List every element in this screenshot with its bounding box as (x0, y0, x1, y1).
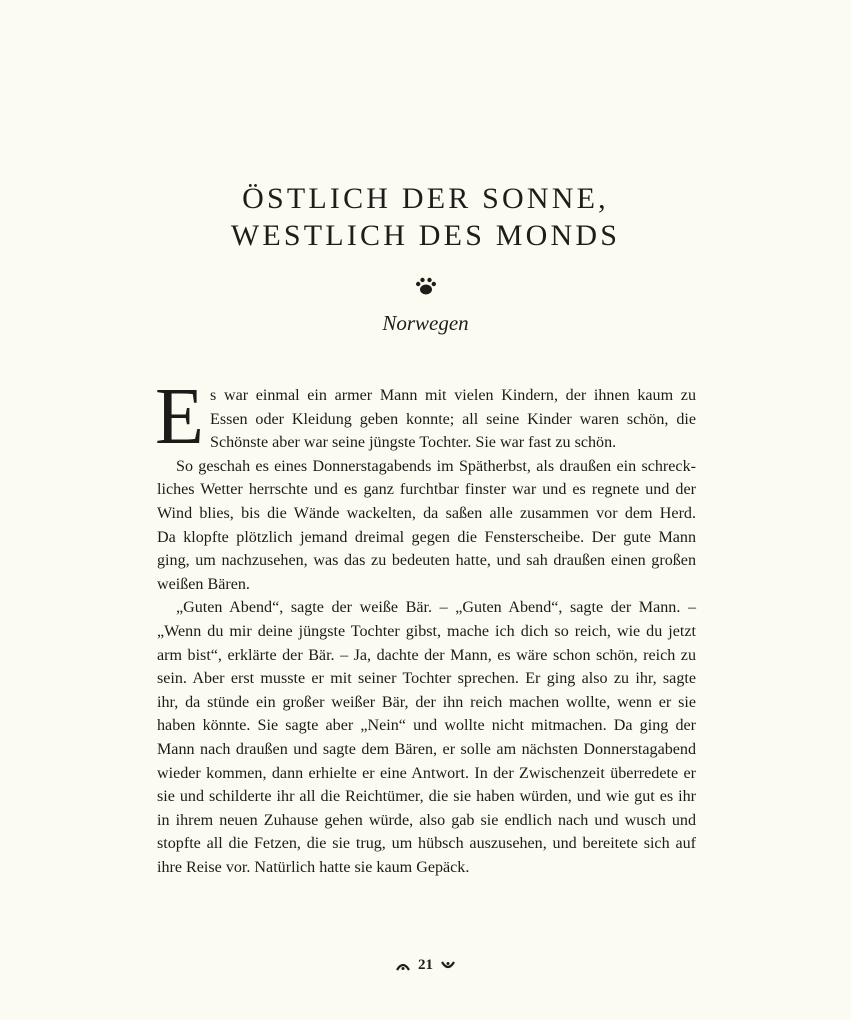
chapter-title-line-2: WESTLICH DES MONDS (230, 219, 621, 252)
text-line: Essen oder Kleidung geben konnte; all seine Kinder waren schön, die (210, 410, 696, 428)
text-line: weißen Bären. (157, 575, 250, 593)
text-line: Mann nach draußen und sagte dem Bären, er solle am nächsten Donnerstagabend (157, 740, 696, 758)
drop-cap: E (155, 373, 204, 461)
text-line: So geschah es eines Donnerstagabends im Spätherbst, als draußen ein schreck- (176, 457, 696, 475)
region-subtitle: Norwegen (382, 311, 469, 335)
bear-paw-icon (415, 276, 437, 296)
arc-ornament-icon (441, 961, 455, 971)
text-line: liches Wetter herrschte und es ganz furchtbar finster war und es regnete und der (157, 481, 696, 499)
text-line: haben könnte. Sie sagte aber „Nein“ und wollte nicht mitmachen. Da ging der (157, 717, 696, 735)
chapter-title-line-1: ÖSTLICH DER SONNE, (242, 182, 609, 215)
text-line: Wind blies, bis die Wände wackelten, da saßen alle zusammen vor dem Herd. (157, 504, 696, 522)
text-line: ihr, da stünde ein großer weißer Bär, der ihn reich machen wollte, wenn er sie (157, 693, 696, 711)
text-line: Da klopfte plötzlich jemand dreimal gegen die Fensterscheibe. Der gute Mann (157, 528, 696, 546)
text-line: arm bist“, erklärte der Bär. – Ja, dachte der Mann, es wäre schon schön, reich zu (157, 646, 696, 664)
text-line: s war einmal ein armer Mann mit vielen Kindern, der ihnen kaum zu (210, 387, 696, 404)
page-number: 21 (418, 957, 433, 973)
text-line: stopfte all die Fetzen, die sie trug, um hübsch auszusehen, und bereitete sich auf (157, 835, 696, 853)
page-footer (0, 957, 851, 974)
text-line: „Guten Abend“, sagte der weiße Bär. – „Guten Abend“, sagte der Mann. – (176, 599, 696, 617)
text-line: „Wenn du mir deine jüngste Tochter gibst, mache ich dich so reich, wie du jetzt (157, 622, 696, 640)
text-line: wieder kommen, dann erhielte er eine Antwort. In der Zwischenzeit überredete er (157, 764, 696, 782)
text-line: ihre Reise vor. Natürlich hatte sie kaum Gepäck. (157, 858, 470, 876)
text-line: Schönste aber war seine jüngste Tochter. Sie war fast zu schön. (210, 434, 617, 452)
arc-ornament-icon (396, 961, 410, 971)
text-line: in ihrem neuen Zuhause gehen würde, also gab sie endlich nach und wusch und (157, 811, 696, 829)
text-line: sein. Aber erst musste er mit seiner Tochter sprechen. Er ging also zu ihr, sagte (157, 670, 696, 688)
text-line: sie und schilderte ihr all die Reichtümer, die sie haben würden, und wie gut es ihr (157, 788, 696, 806)
story-text (157, 384, 696, 879)
text-line: ging, um nachzusehen, was das zu bedeuten hatte, und sah draußen einen großen (157, 552, 696, 570)
